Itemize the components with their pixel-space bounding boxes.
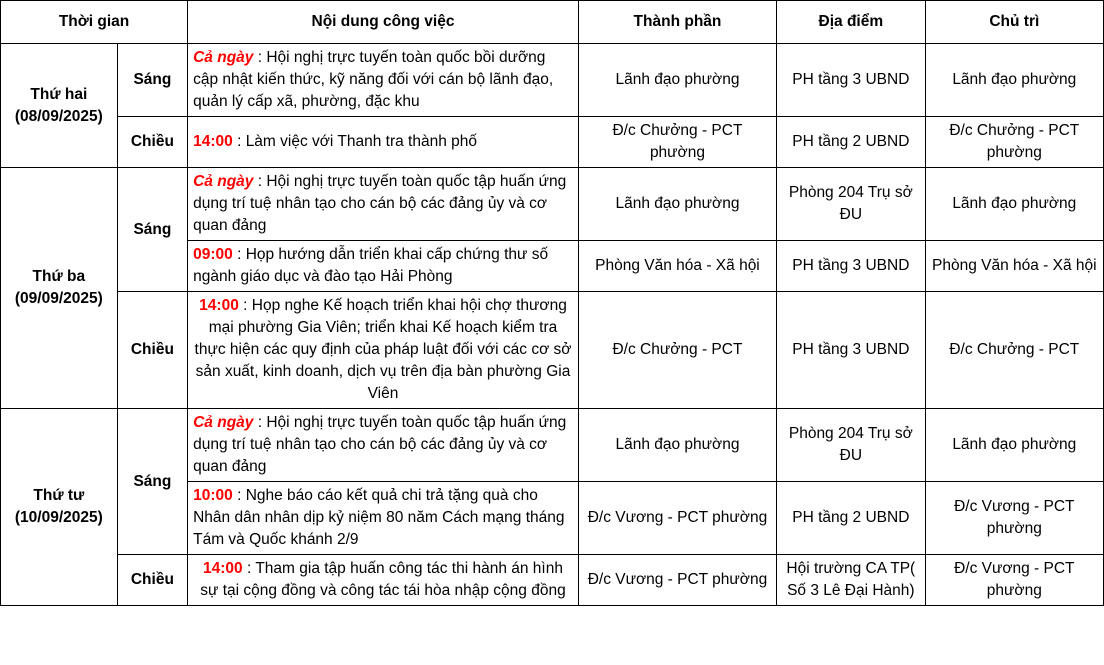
all-day-marker: Cả ngày (193, 49, 254, 66)
day-date: (08/09/2025) (14, 107, 103, 125)
header-row (1, 1, 1104, 44)
time-marker: 14:00 (203, 560, 243, 577)
participants-cell: Đ/c Vương - PCT phường (578, 555, 776, 606)
half-day-cell: Sáng (117, 409, 187, 555)
half-day-cell: Sáng (117, 168, 187, 292)
table-header (1, 1, 1104, 44)
content-cell: 14:00 : Họp nghe Kế hoạch triển khai hội chợ thương mại phường Gia Viên; triển khai Kế hoạch kiểm tra thực hiện các quy định của pháp luật đối với các cơ sở sản xuất, kinh doanh, dịch vụ trên địa bàn phường Gia Viên (188, 292, 579, 409)
place-cell: PH tầng 3 UBND (777, 44, 926, 117)
chair-cell: Lãnh đạo phường (925, 409, 1103, 482)
day-date: (09/09/2025) (14, 290, 103, 307)
table-row (1, 555, 1104, 606)
place-cell: PH tầng 2 UBND (777, 482, 926, 555)
half-day-cell: Chiều (117, 117, 187, 168)
table-body (1, 44, 1104, 606)
column-header-chair: Chủ trì (925, 1, 1103, 44)
participants-cell: Phòng Văn hóa - Xã hội (578, 241, 776, 292)
all-day-marker: Cả ngày (193, 173, 254, 190)
place-cell: Hội trường CA TP( Số 3 Lê Đại Hành) (777, 555, 926, 606)
day-cell (1, 409, 118, 606)
day-cell (1, 168, 118, 409)
half-day-cell: Chiều (117, 292, 187, 409)
content-cell: 09:00 : Họp hướng dẫn triển khai cấp chứng thư số ngành giáo dục và đào tạo Hải Phòng (188, 241, 579, 292)
time-marker: 10:00 (193, 487, 233, 504)
chair-cell: Đ/c Chưởng - PCT phường (925, 117, 1103, 168)
content-text: Hội nghị trực tuyến toàn quốc tập huấn ứng dụng trí tuệ nhân tạo cho cán bộ các đảng ủy và cơ quan đảng (193, 173, 567, 234)
content-text: Họp nghe Kế hoạch triển khai hội chợ thương mại phường Gia Viên; triển khai Kế hoạch kiểm tra thực hiện các quy định của pháp luật đối với các cơ sở sản xuất, kinh doanh, dịch vụ trên địa bàn phường Gia Viên (194, 297, 572, 402)
day-date: (10/09/2025) (14, 509, 103, 526)
chair-cell: Đ/c Vương - PCT phường (925, 555, 1103, 606)
content-cell: 14:00 : Làm việc với Thanh tra thành phố (188, 117, 579, 168)
content-cell: Cả ngày : Hội nghị trực tuyến toàn quốc tập huấn ứng dụng trí tuệ nhân tạo cho cán bộ các đảng ủy và cơ quan đảng (188, 409, 579, 482)
place-cell: PH tầng 3 UBND (777, 292, 926, 409)
participants-cell: Lãnh đạo phường (578, 44, 776, 117)
half-day-cell: Sáng (117, 44, 187, 117)
column-header-time: Thời gian (1, 1, 188, 44)
column-header-participants: Thành phần (578, 1, 776, 44)
time-marker: 09:00 (193, 246, 233, 263)
participants-cell: Đ/c Chưởng - PCT phường (578, 117, 776, 168)
table-row (1, 117, 1104, 168)
participants-cell: Lãnh đạo phường (578, 168, 776, 241)
table-row (1, 292, 1104, 409)
content-text: Họp hướng dẫn triển khai cấp chứng thư số ngành giáo dục và đào tạo Hải Phòng (193, 246, 549, 285)
place-cell: PH tầng 2 UBND (777, 117, 926, 168)
content-text: Nghe báo cáo kết quả chi trả tặng quà cho Nhân dân nhân dịp kỷ niệm 80 năm Cách mạng tháng Tám và Quốc khánh 2/9 (193, 487, 565, 548)
time-marker: 14:00 (199, 297, 239, 314)
table-row (1, 44, 1104, 117)
chair-cell: Phòng Văn hóa - Xã hội (925, 241, 1103, 292)
day-name: Thứ ba (32, 268, 86, 285)
content-text: Làm việc với Thanh tra thành phố (245, 133, 478, 150)
participants-cell: Lãnh đạo phường (578, 409, 776, 482)
column-header-content: Nội dung công việc (188, 1, 579, 44)
table-row (1, 409, 1104, 482)
content-cell: 14:00 : Tham gia tập huấn công tác thi hành án hình sự tại cộng đồng và công tác tái hòa nhập cộng đồng (188, 555, 579, 606)
day-cell (1, 44, 118, 168)
place-cell: Phòng 204 Trụ sở ĐU (777, 168, 926, 241)
chair-cell: Đ/c Chưởng - PCT (925, 292, 1103, 409)
participants-cell: Đ/c Vương - PCT phường (578, 482, 776, 555)
time-marker: 14:00 (193, 133, 233, 150)
column-header-place: Địa điểm (777, 1, 926, 44)
half-day-cell: Chiều (117, 555, 187, 606)
place-cell: Phòng 204 Trụ sở ĐU (777, 409, 926, 482)
content-cell: Cả ngày : Hội nghị trực tuyến toàn quốc tập huấn ứng dụng trí tuệ nhân tạo cho cán bộ các đảng ủy và cơ quan đảng (188, 168, 579, 241)
table-row (1, 168, 1104, 241)
participants-cell: Đ/c Chưởng - PCT (578, 292, 776, 409)
day-name: Thứ tư (33, 487, 85, 504)
content-cell: 10:00 : Nghe báo cáo kết quả chi trả tặng quà cho Nhân dân nhân dịp kỷ niệm 80 năm Cách mạng tháng Tám và Quốc khánh 2/9 (188, 482, 579, 555)
content-text: Tham gia tập huấn công tác thi hành án hình sự tại cộng đồng và công tác tái hòa nhập cộng đồng (200, 560, 566, 599)
place-cell: PH tầng 3 UBND (777, 241, 926, 292)
content-cell: Cả ngày : Hội nghị trực tuyến toàn quốc bồi dưỡng cập nhật kiến thức, kỹ năng đối với cán bộ lãnh đạo, quản lý cấp xã, phường, đặc khu (188, 44, 579, 117)
content-text: Hội nghị trực tuyến toàn quốc tập huấn ứng dụng trí tuệ nhân tạo cho cán bộ các đảng ủy và cơ quan đảng (193, 414, 567, 475)
chair-cell: Lãnh đạo phường (925, 44, 1103, 117)
chair-cell: Đ/c Vương - PCT phường (925, 482, 1103, 555)
all-day-marker: Cả ngày (193, 414, 254, 431)
chair-cell: Lãnh đạo phường (925, 168, 1103, 241)
day-name: Thứ hai (30, 85, 88, 103)
content-text: Hội nghị trực tuyến toàn quốc bồi dưỡng cập nhật kiến thức, kỹ năng đối với cán bộ lãnh đạo, quản lý cấp xã, phường, đặc khu (193, 49, 554, 110)
